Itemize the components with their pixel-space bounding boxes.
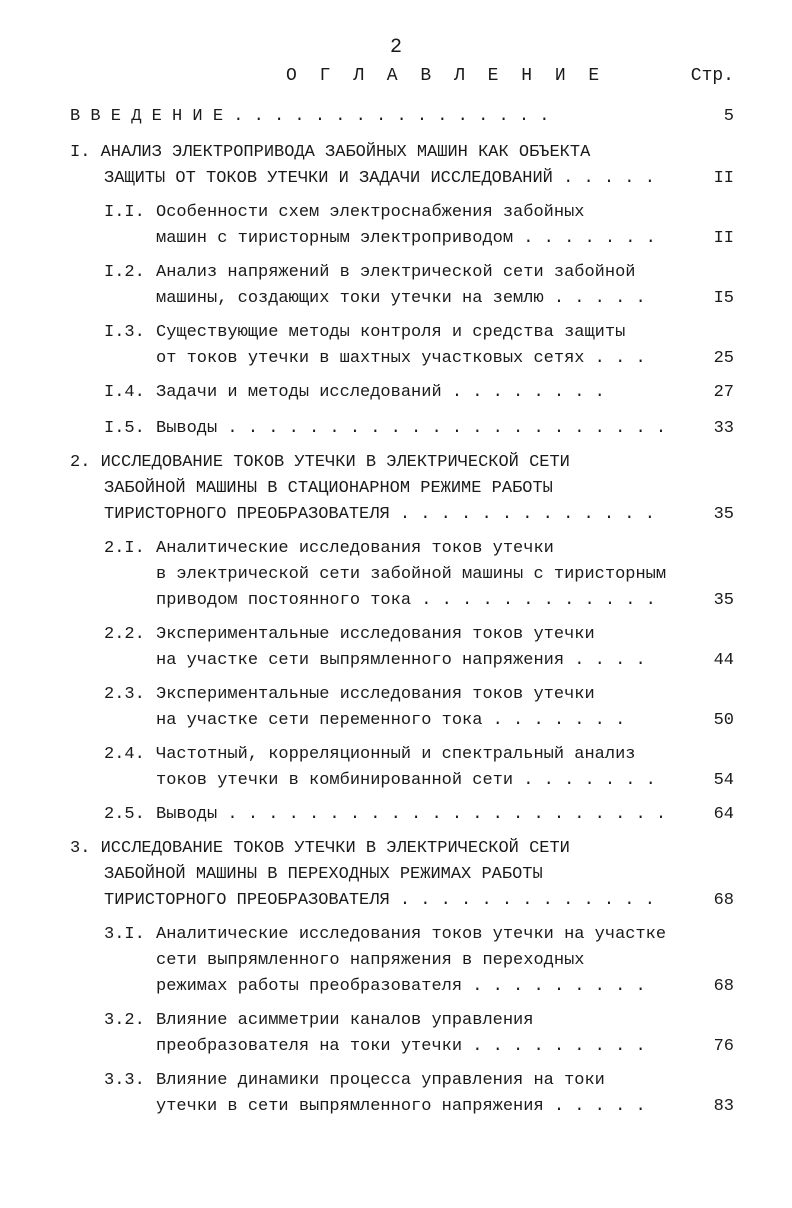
toc-section-line: Анализ напряжений в электрической сети забойной <box>156 263 636 282</box>
toc-section-num: 3.2. <box>104 1011 145 1030</box>
toc-section-num: I.2. <box>104 263 145 282</box>
toc-section-line: Аналитические исследования токов утечки <box>156 539 554 558</box>
toc-section-line: токов утечки в комбинированной сети . . . . . . . <box>156 771 656 790</box>
toc-section-num: 3.3. <box>104 1071 145 1090</box>
toc-section-num: 2.2. <box>104 625 145 644</box>
toc-section-page: 35 <box>713 591 734 610</box>
toc-chapter-2-line-3: ТИРИСТОРНОГО ПРЕОБРАЗОВАТЕЛЯ . . . . . . . . . . . . . <box>104 505 655 524</box>
toc-section-line: преобразователя на токи утечки . . . . . . . . . <box>156 1037 646 1056</box>
toc-chapter-1-line-2: ЗАЩИТЫ ОТ ТОКОВ УТЕЧКИ И ЗАДАЧИ ИССЛЕДОВАНИЙ . . . . . <box>104 169 655 188</box>
toc-section-line: на участке сети переменного тока . . . . . . . <box>156 711 626 730</box>
toc-section-num: I.3. <box>104 323 145 342</box>
toc-section-line: Влияние асимметрии каналов управления <box>156 1011 534 1030</box>
toc-section-line: Экспериментальные исследования токов утечки <box>156 625 595 644</box>
toc-section-page: 83 <box>713 1097 734 1116</box>
toc-page-ch3: 68 <box>713 891 734 910</box>
toc-section-line: Задачи и методы исследований . . . . . . . . <box>156 383 605 402</box>
toc-section-line: Существующие методы контроля и средства защиты <box>156 323 626 342</box>
toc-section-page: 27 <box>713 383 734 402</box>
toc-chapter-1-line-1: I. АНАЛИЗ ЭЛЕКТРОПРИВОДА ЗАБОЙНЫХ МАШИН КАК ОБЪЕКТА <box>70 143 591 162</box>
toc-section-line: машины, создающих токи утечки на землю . . . . . <box>156 289 646 308</box>
toc-section-line: утечки в сети выпрямленного напряжения . . . . . <box>156 1097 646 1116</box>
toc-section-page: 54 <box>713 771 734 790</box>
page-number: 2 <box>389 36 402 59</box>
toc-section-page: 64 <box>713 805 734 824</box>
toc-chapter-3-line-3: ТИРИСТОРНОГО ПРЕОБРАЗОВАТЕЛЯ . . . . . . . . . . . . . <box>104 891 655 910</box>
toc-section-line: на участке сети выпрямленного напряжения . . . . <box>156 651 646 670</box>
toc-title: О Г Л А В Л Е Н И Е <box>286 66 606 86</box>
toc-page-ch1: II <box>713 169 734 188</box>
toc-section-num: 2.3. <box>104 685 145 704</box>
toc-section-line: Аналитические исследования токов утечки на участке <box>156 925 667 944</box>
toc-page-intro: 5 <box>723 107 734 126</box>
toc-section-page: 76 <box>713 1037 734 1056</box>
toc-section-line: машин с тиристорным электроприводом . . . . . . . <box>156 229 656 248</box>
toc-section-page: I5 <box>713 289 734 308</box>
toc-chapter-2-line-1: 2. ИССЛЕДОВАНИЕ ТОКОВ УТЕЧКИ В ЭЛЕКТРИЧЕСКОЙ СЕТИ <box>70 453 570 472</box>
toc-section-line: Выводы . . . . . . . . . . . . . . . . . . . . . . <box>156 419 667 438</box>
page-column-label: Стр. <box>690 66 734 86</box>
toc-entry-intro: В В Е Д Е Н И Е . . . . . . . . . . . . . . . . <box>70 107 550 126</box>
toc-section-page: II <box>713 229 734 248</box>
toc-section-num: I.5. <box>104 419 145 438</box>
toc-section-line: сети выпрямленного напряжения в переходных <box>156 951 585 970</box>
toc-section-num: I.4. <box>104 383 145 402</box>
toc-section-line: Влияние динамики процесса управления на токи <box>156 1071 605 1090</box>
toc-chapter-2-line-2: ЗАБОЙНОЙ МАШИНЫ В СТАЦИОНАРНОМ РЕЖИМЕ РАБОТЫ <box>104 479 553 498</box>
toc-section-page: 68 <box>713 977 734 996</box>
toc-chapter-3-line-1: 3. ИССЛЕДОВАНИЕ ТОКОВ УТЕЧКИ В ЭЛЕКТРИЧЕСКОЙ СЕТИ <box>70 839 570 858</box>
toc-section-line: Экспериментальные исследования токов утечки <box>156 685 595 704</box>
toc-section-line: Выводы . . . . . . . . . . . . . . . . . . . . . . <box>156 805 667 824</box>
toc-section-line: в электрической сети забойной машины с тиристорным <box>156 565 667 584</box>
toc-section-line: Частотный, корреляционный и спектральный анализ <box>156 745 636 764</box>
toc-section-num: 3.I. <box>104 925 145 944</box>
toc-section-page: 50 <box>713 711 734 730</box>
toc-section-num: 2.4. <box>104 745 145 764</box>
toc-section-num: 2.5. <box>104 805 145 824</box>
toc-section-line: Особенности схем электроснабжения забойных <box>156 203 585 222</box>
toc-section-line: от токов утечки в шахтных участковых сетях . . . <box>156 349 646 368</box>
toc-section-page: 44 <box>713 651 734 670</box>
toc-section-page: 25 <box>713 349 734 368</box>
toc-section-page: 33 <box>713 419 734 438</box>
toc-section-line: приводом постоянного тока . . . . . . . . . . . . <box>156 591 656 610</box>
toc-section-line: режимах работы преобразователя . . . . . . . . . <box>156 977 646 996</box>
toc-section-num: I.I. <box>104 203 145 222</box>
toc-section-num: 2.I. <box>104 539 145 558</box>
toc-page-ch2: 35 <box>713 505 734 524</box>
toc-chapter-3-line-2: ЗАБОЙНОЙ МАШИНЫ В ПЕРЕХОДНЫХ РЕЖИМАХ РАБОТЫ <box>104 865 543 884</box>
